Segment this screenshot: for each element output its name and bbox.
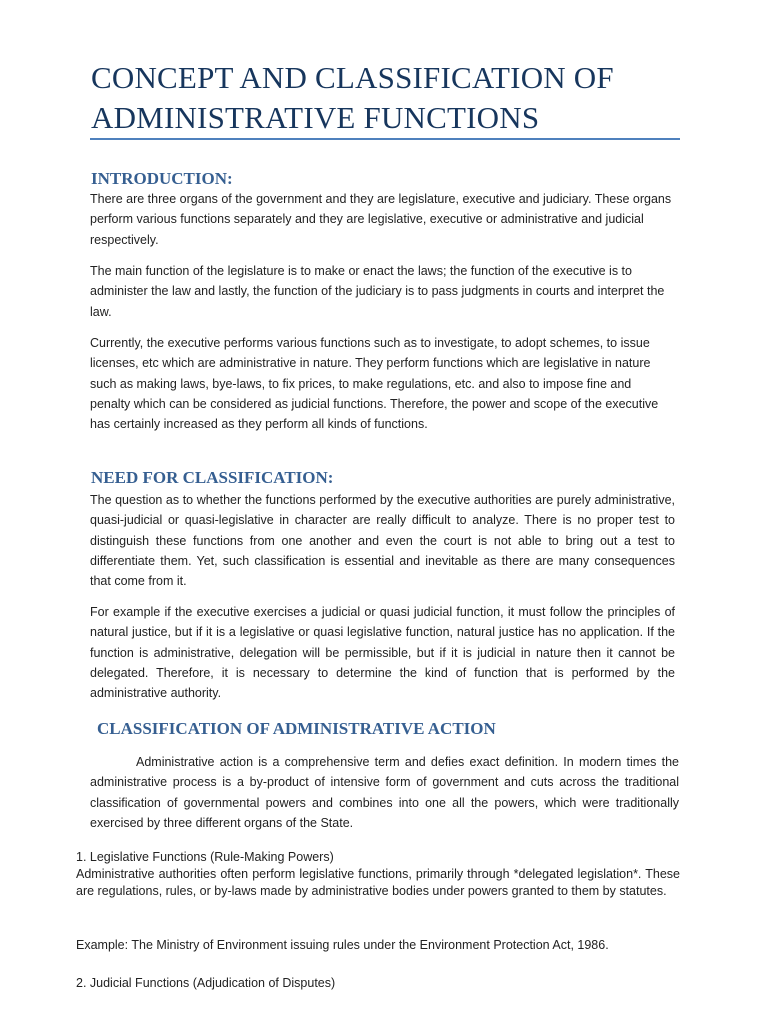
introduction-heading: INTRODUCTION: (91, 169, 233, 188)
introduction-paragraph-1: There are three organs of the government and they are legislature, executive and judiciary. These organs perform various functions separately and they are legislative, executive or administrative and judicial respectively. (90, 192, 672, 247)
legislative-functions-title: 1. Legislative Functions (Rule-Making Powers) (76, 850, 334, 864)
need-for-classification-heading: NEED FOR CLASSIFICATION: (91, 468, 334, 487)
judicial-functions-title: 2. Judicial Functions (Adjudication of Disputes) (76, 976, 336, 990)
title-underline (90, 138, 680, 140)
need-paragraph-2: For example if the executive exercises a judicial or quasi judicial function, it must follow the principles of natural justice, but if it is a legislative or quasi legislative function, natural justice has no application. If the function is administrative, delegation will be permissible, but if it is judicial in nature then it cannot be delegated. Therefore, it is necessary to determine the kind of function that is performed by the administrative authority. (90, 605, 675, 701)
classification-heading: CLASSIFICATION OF ADMINISTRATIVE ACTION (97, 719, 496, 738)
introduction-paragraph-3: Currently, the executive performs various functions such as to investigate, to adopt schemes, to issue licenses, etc which are administrative in nature. They perform functions which are legislative in nature such as making laws, bye-laws, to fix prices, to make regulations, etc. and also to impose fine and penalty which can be considered as judicial functions. Therefore, the power and scope of the executive has certainly increased as they perform all kinds of functions. (90, 336, 659, 432)
legislative-functions-text: Administrative authorities often perform legislative functions, primarily through *delegated legislation*. These are regulations, rules, or by-laws made by administrative bodies under powers granted to them by statutes. (76, 867, 680, 898)
classification-paragraph-1 (90, 752, 679, 833)
document-title: CONCEPT AND CLASSIFICATION OF ADMINISTRATIVE FUNCTIONS (91, 60, 614, 135)
introduction-paragraph-2: The main function of the legislature is to make or enact the laws; the function of the executive is to administer the law and lastly, the function of the judiciary is to pass judgments in courts and interpret the law. (90, 264, 665, 319)
need-paragraph-1: The question as to whether the functions performed by the executive authorities are purely administrative, quasi-judicial or quasi-legislative in character are really difficult to analyze. There is no proper test to distinguish these functions from one another and even the court is not able to bring out a test to differentiate them. Yet, such classification is essential and inevitable as there are many consequences that come from it. (90, 493, 675, 589)
legislative-functions-example: Example: The Ministry of Environment issuing rules under the Environment Protection Act, 1986. (76, 938, 609, 952)
classification-paragraph-1-text: Administrative action is a comprehensive term and defies exact definition. In modern times the administrative process is a by-product of intensive form of government and cuts across the traditional classification of governmental powers and combines into one all the powers, which were traditionally exercised by three different organs of the State. (90, 755, 679, 830)
